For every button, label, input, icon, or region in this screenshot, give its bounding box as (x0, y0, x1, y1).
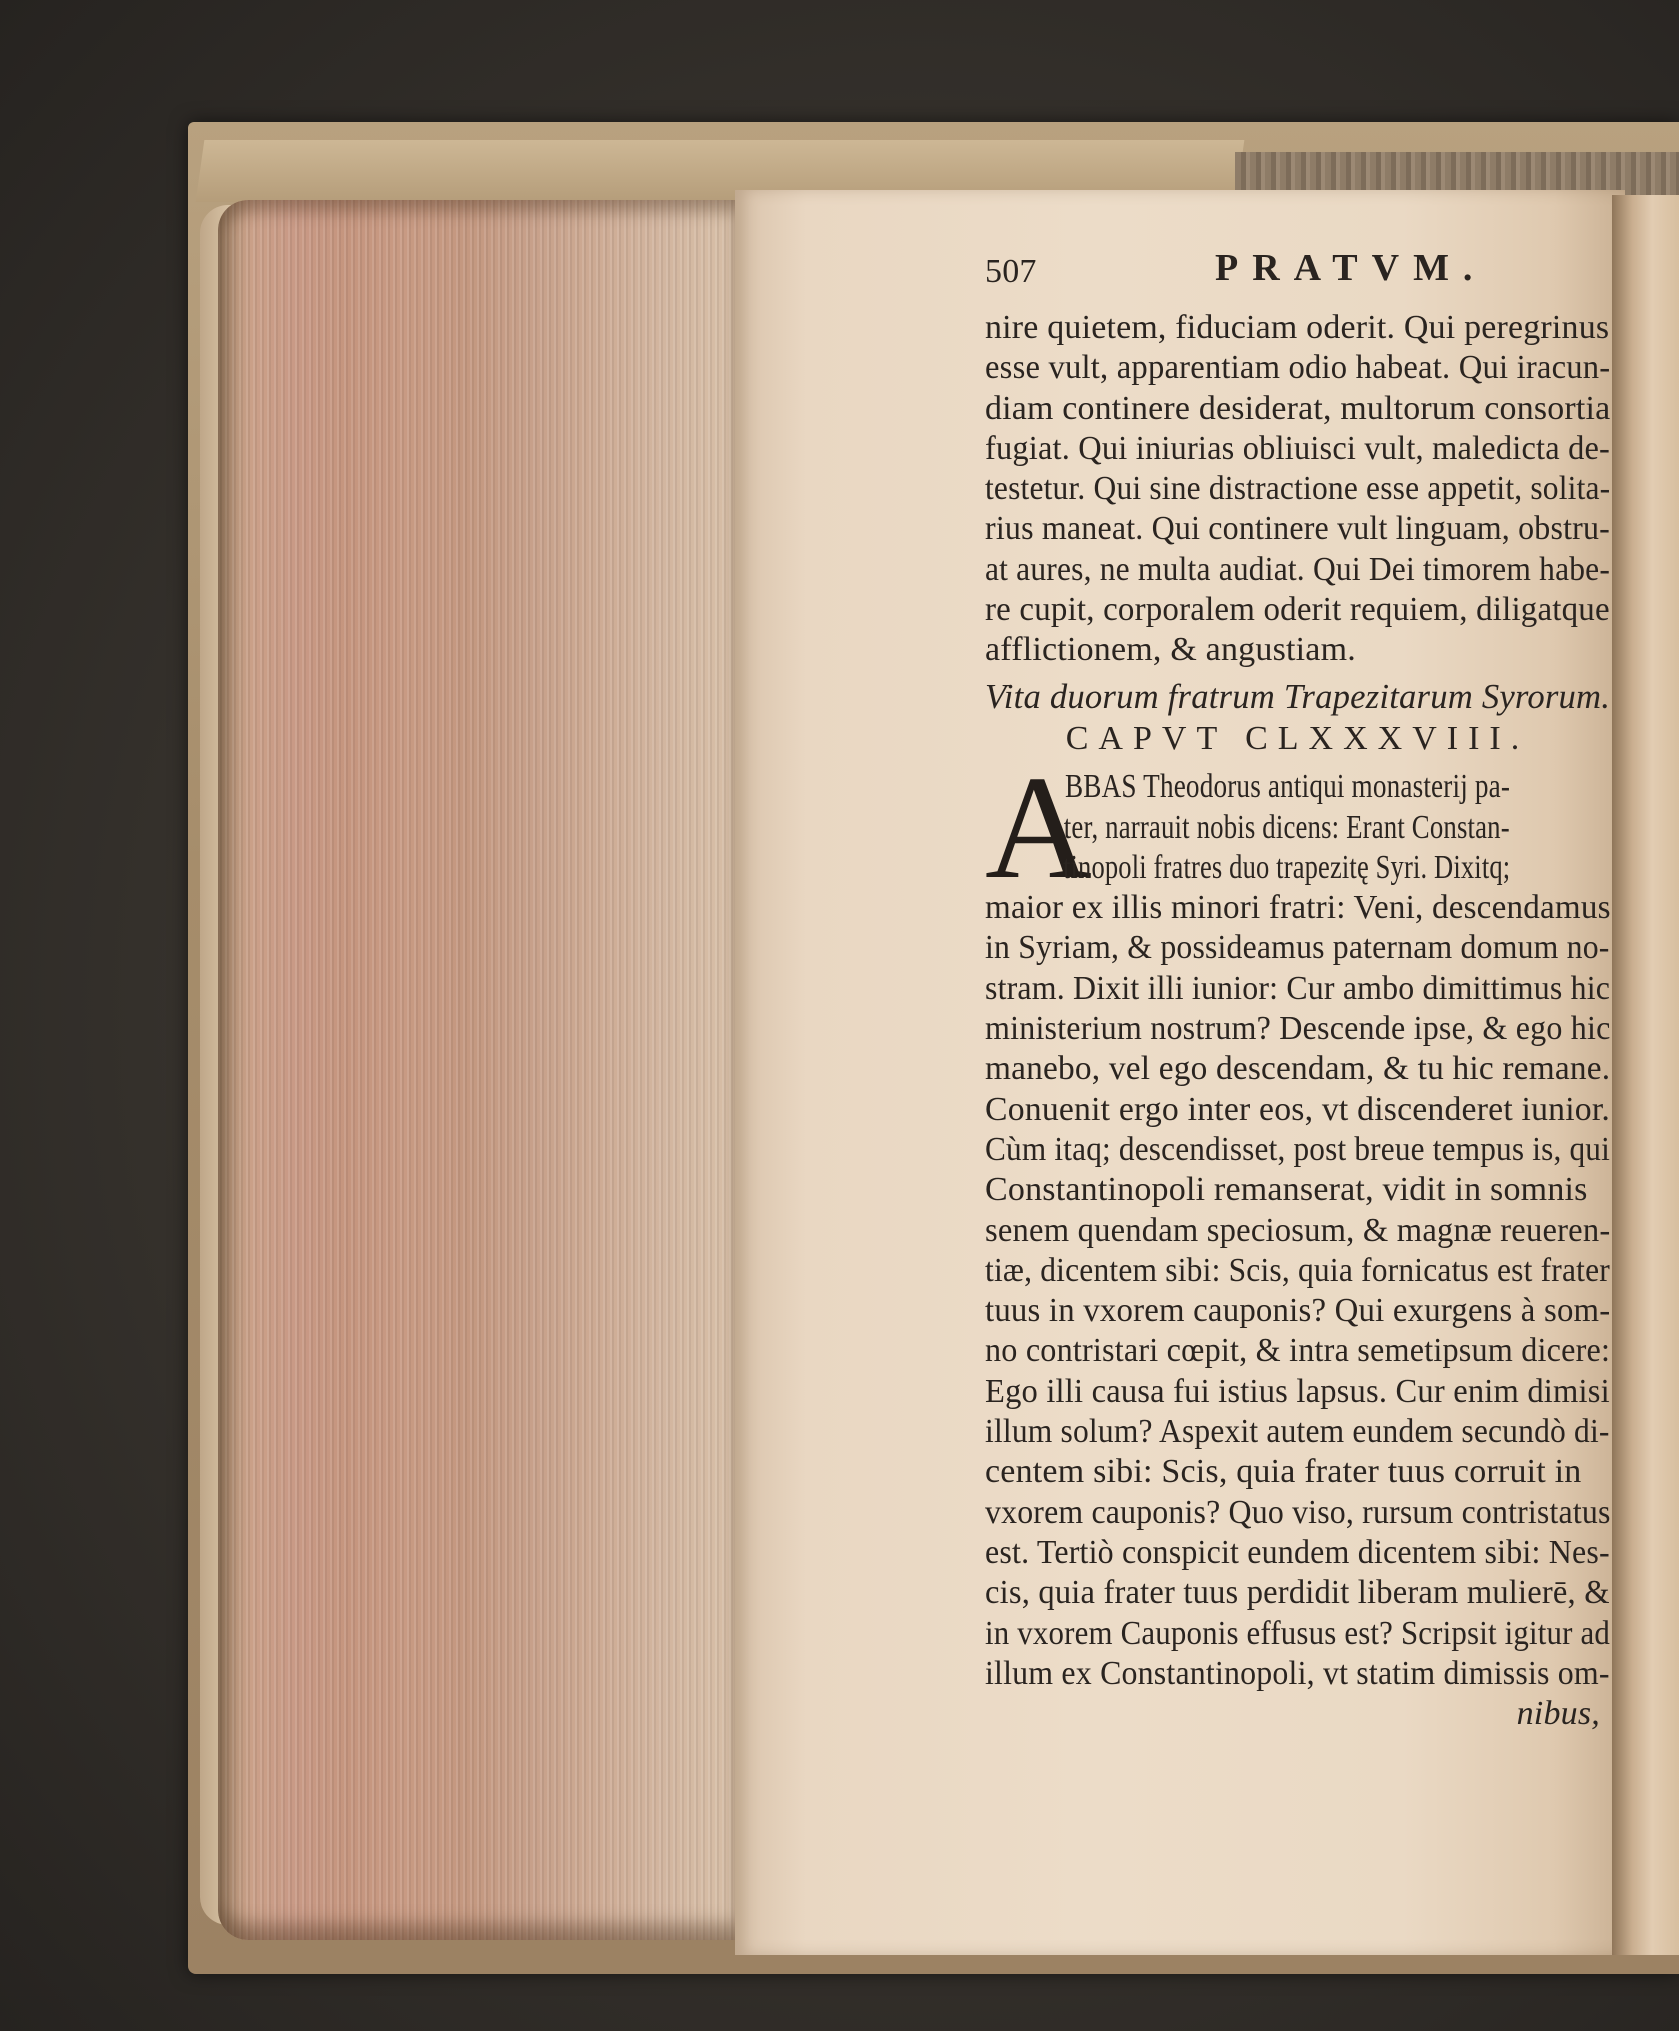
text-line: stram. Dixit illi iunior: Cur ambo dimittimus hic (985, 969, 1611, 1007)
text-line: Conuenit ergo inter eos, vt discenderet iunior. (985, 1090, 1611, 1128)
text-line: est. Tertiò conspicit eundem dicentem sibi: Nes- (985, 1533, 1610, 1571)
text-line: senem quendam speciosum, & magnæ reueren- (985, 1211, 1611, 1249)
text-line: cis, quia frater tuus perdidit liberam mulierē, & (985, 1574, 1610, 1612)
text-line: diam continere desiderat, multorum consortia (985, 389, 1611, 427)
text-line: ter, narrauit nobis dicens: Erant Constan- (1063, 808, 1510, 846)
chapter-title: Vita duorum fratrum Trapezitarum Syrorum. (985, 676, 1611, 716)
text-line: Ego illi causa fui istius lapsus. Cur enim dimisi (985, 1372, 1610, 1410)
drop-cap: A (985, 746, 1093, 911)
text-line: in Syriam, & possideamus paternam domum no- (985, 929, 1610, 967)
chapter-number: CAPVT CLXXXVIII. (1065, 719, 1530, 757)
text-line: nire quietem, fiduciam oderit. Qui peregrinus (985, 309, 1610, 346)
text-line: tuus in vxorem cauponis? Qui exurgens à som- (985, 1292, 1611, 1330)
page-text (985, 248, 1610, 1734)
page-number: 507 (985, 253, 1037, 290)
text-line: rius maneat. Qui continere vult linguam, obstru- (985, 510, 1611, 548)
gutter (1612, 195, 1679, 1955)
text-line: vxorem cauponis? Quo viso, rursum contristatus (985, 1493, 1611, 1531)
catchword: nibus, (1516, 1695, 1600, 1733)
running-title: PRATVM. (1215, 247, 1487, 289)
text-line: fugiat. Qui iniurias obliuisci vult, maledicta de- (985, 429, 1611, 467)
text-line: manebo, vel ego descendam, & tu hic remane. (985, 1050, 1611, 1088)
page-header (985, 248, 1610, 304)
chapter-body (985, 746, 1611, 1734)
page-stack-fore-edge (218, 200, 738, 1940)
text-line: testetur. Qui sine distractione esse appetit, solita- (985, 470, 1611, 508)
text-line: Cùm itaq; descendisset, post breue tempus is, qui (985, 1130, 1610, 1168)
text-line: illum solum? Aspexit autem eundem secundò di- (985, 1413, 1610, 1451)
text-line: BBAS Theodorus antiqui monasterij pa- (1065, 768, 1511, 806)
text-line: Constantinopoli remanserat, vidit in somnis (985, 1171, 1588, 1209)
text-line: tinopoli fratres duo trapezitę Syri. Dixitq; (1063, 848, 1511, 886)
text-line: ministerium nostrum? Descende ipse, & ego hic (985, 1010, 1611, 1048)
text-line: re cupit, corporalem oderit requiem, diligatque (985, 591, 1610, 629)
text-line: esse vult, apparentiam odio habeat. Qui iracun- (985, 349, 1611, 387)
text-line: centem sibi: Scis, quia frater tuus corruit in (985, 1453, 1582, 1491)
top-paragraph (985, 308, 1610, 671)
text-line: maior ex illis minori fratri: Veni, descendamus (985, 889, 1611, 927)
text-line: tiæ, dicentem sibi: Scis, quia fornicatus est frater (985, 1251, 1610, 1289)
text-line: at aures, ne multa audiat. Qui Dei timorem habe- (985, 550, 1611, 588)
text-line: in vxorem Cauponis effusus est? Scripsit igitur ad (985, 1614, 1611, 1652)
text-line: no contristari cœpit, & intra semetipsum dicere: (985, 1332, 1611, 1370)
text-line: afflictionem, & angustiam. (985, 631, 1356, 669)
text-line: illum ex Constantinopoli, vt statim dimissis om- (985, 1654, 1610, 1692)
